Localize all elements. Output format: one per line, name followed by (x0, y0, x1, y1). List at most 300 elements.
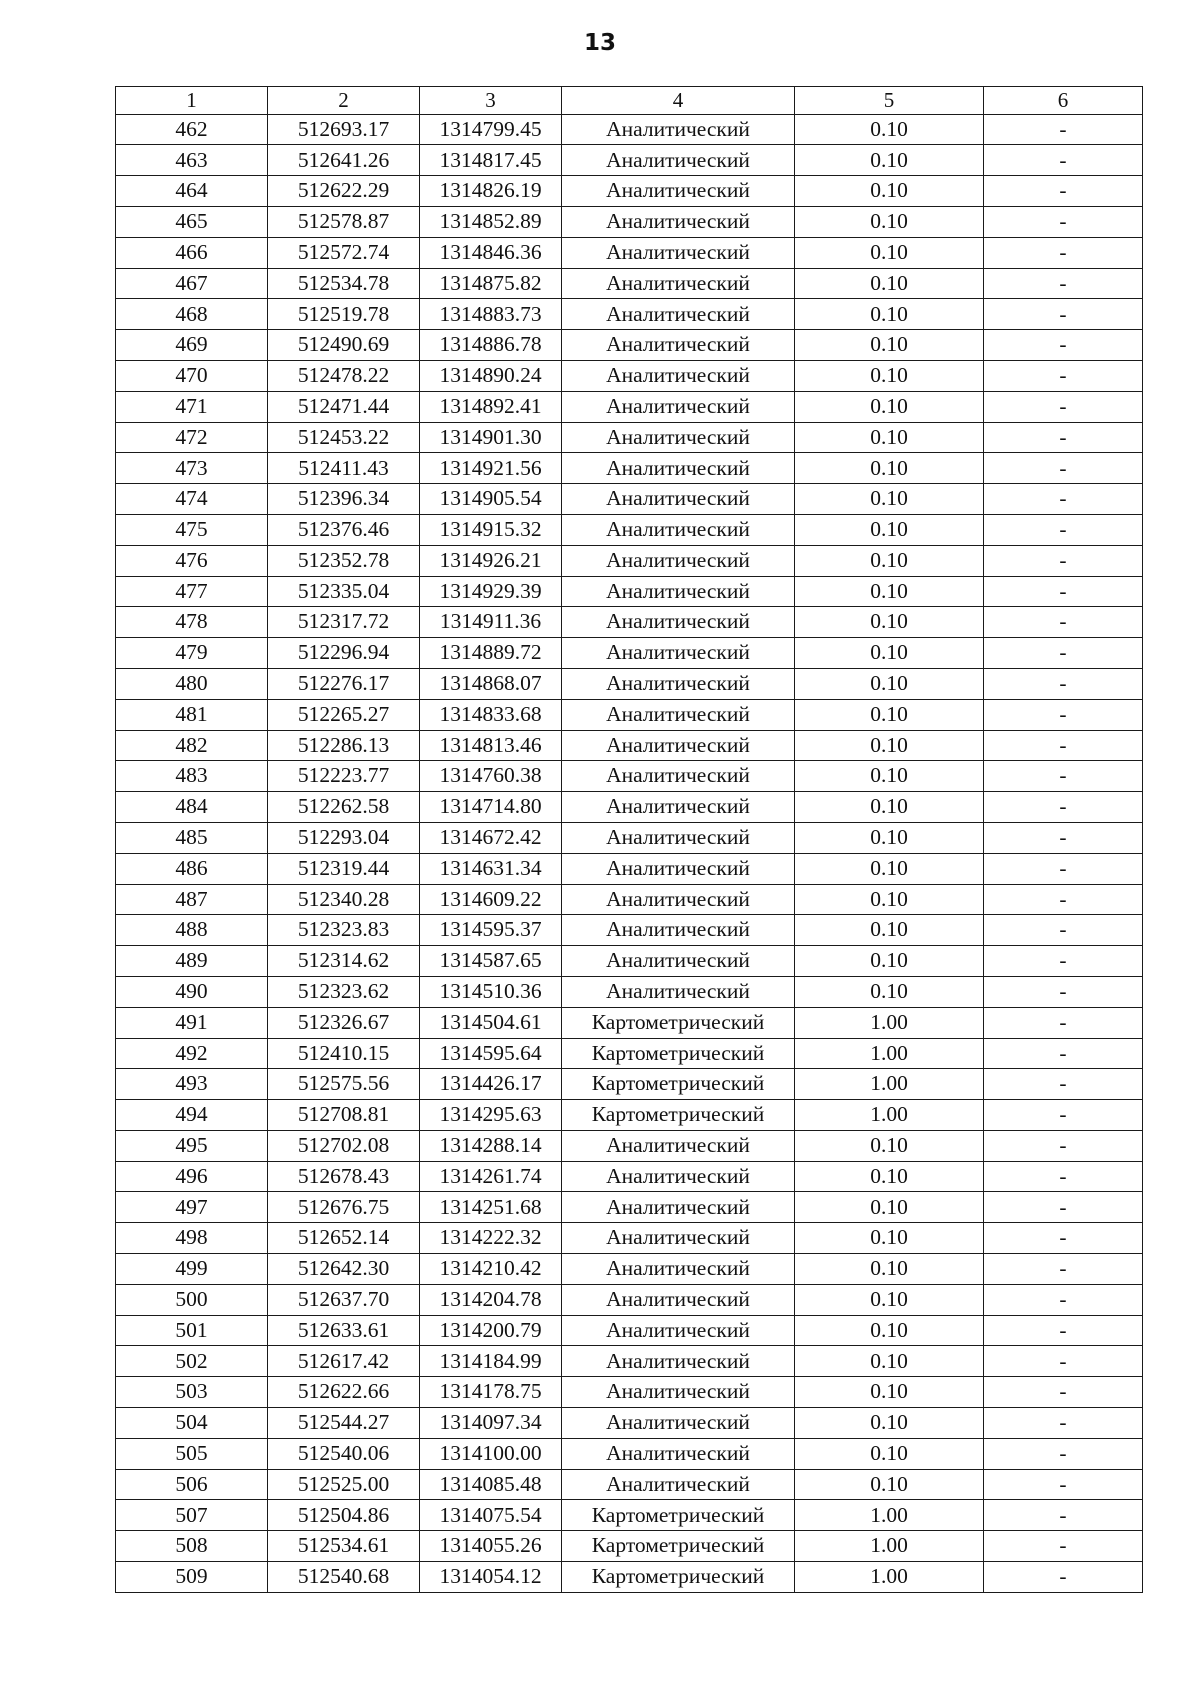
cell-method: Аналитический (562, 514, 795, 545)
cell-note: - (984, 1562, 1143, 1593)
cell-accuracy: 0.10 (795, 730, 984, 761)
cell-x-coordinate: 512637.70 (268, 1284, 420, 1315)
cell-accuracy: 0.10 (795, 330, 984, 361)
cell-x-coordinate: 512633.61 (268, 1315, 420, 1346)
cell-note: - (984, 638, 1143, 669)
cell-y-coordinate: 1314204.78 (420, 1284, 562, 1315)
table-row (116, 1315, 1143, 1346)
table-row (116, 1284, 1143, 1315)
cell-y-coordinate: 1314075.54 (420, 1500, 562, 1531)
cell-method: Аналитический (562, 976, 795, 1007)
cell-y-coordinate: 1314760.38 (420, 761, 562, 792)
cell-x-coordinate: 512265.27 (268, 699, 420, 730)
cell-point-number: 476 (116, 545, 268, 576)
cell-y-coordinate: 1314921.56 (420, 453, 562, 484)
header-cell-6: 6 (984, 87, 1143, 115)
table-row (116, 1531, 1143, 1562)
cell-point-number: 495 (116, 1130, 268, 1161)
cell-note: - (984, 607, 1143, 638)
cell-x-coordinate: 512411.43 (268, 453, 420, 484)
cell-accuracy: 0.10 (795, 576, 984, 607)
cell-accuracy: 0.10 (795, 822, 984, 853)
cell-point-number: 508 (116, 1531, 268, 1562)
cell-accuracy: 0.10 (795, 792, 984, 823)
cell-method: Аналитический (562, 330, 795, 361)
table-row (116, 1469, 1143, 1500)
cell-method: Аналитический (562, 299, 795, 330)
cell-note: - (984, 1377, 1143, 1408)
cell-x-coordinate: 512453.22 (268, 422, 420, 453)
table-row (116, 668, 1143, 699)
table-row (116, 391, 1143, 422)
cell-accuracy: 0.10 (795, 1377, 984, 1408)
cell-accuracy: 0.10 (795, 360, 984, 391)
table-row (116, 268, 1143, 299)
cell-method: Аналитический (562, 360, 795, 391)
cell-method: Аналитический (562, 607, 795, 638)
cell-accuracy: 0.10 (795, 145, 984, 176)
table-row (116, 976, 1143, 1007)
cell-accuracy: 0.10 (795, 668, 984, 699)
table-row (116, 545, 1143, 576)
cell-note: - (984, 237, 1143, 268)
cell-note: - (984, 1038, 1143, 1069)
cell-method: Аналитический (562, 206, 795, 237)
cell-point-number: 469 (116, 330, 268, 361)
cell-accuracy: 0.10 (795, 946, 984, 977)
cell-x-coordinate: 512319.44 (268, 853, 420, 884)
cell-note: - (984, 976, 1143, 1007)
cell-method: Аналитический (562, 884, 795, 915)
cell-x-coordinate: 512323.83 (268, 915, 420, 946)
cell-note: - (984, 761, 1143, 792)
cell-accuracy: 0.10 (795, 1315, 984, 1346)
cell-accuracy: 0.10 (795, 237, 984, 268)
cell-note: - (984, 545, 1143, 576)
table-row (116, 453, 1143, 484)
cell-note: - (984, 668, 1143, 699)
cell-x-coordinate: 512286.13 (268, 730, 420, 761)
cell-y-coordinate: 1314587.65 (420, 946, 562, 977)
cell-note: - (984, 1438, 1143, 1469)
cell-point-number: 479 (116, 638, 268, 669)
table-row (116, 1223, 1143, 1254)
cell-method: Картометрический (562, 1038, 795, 1069)
cell-accuracy: 1.00 (795, 1038, 984, 1069)
cell-x-coordinate: 512575.56 (268, 1069, 420, 1100)
cell-accuracy: 0.10 (795, 1469, 984, 1500)
cell-accuracy: 0.10 (795, 299, 984, 330)
cell-method: Аналитический (562, 391, 795, 422)
table-row (116, 299, 1143, 330)
cell-method: Аналитический (562, 699, 795, 730)
cell-method: Аналитический (562, 915, 795, 946)
cell-accuracy: 0.10 (795, 853, 984, 884)
cell-note: - (984, 822, 1143, 853)
table-row (116, 576, 1143, 607)
cell-accuracy: 0.10 (795, 114, 984, 145)
cell-y-coordinate: 1314100.00 (420, 1438, 562, 1469)
cell-accuracy: 0.10 (795, 422, 984, 453)
cell-x-coordinate: 512544.27 (268, 1408, 420, 1439)
table-row (116, 360, 1143, 391)
cell-x-coordinate: 512276.17 (268, 668, 420, 699)
table-row (116, 730, 1143, 761)
table-row (116, 206, 1143, 237)
cell-y-coordinate: 1314178.75 (420, 1377, 562, 1408)
page-number: 13 (583, 30, 616, 56)
cell-accuracy: 0.10 (795, 176, 984, 207)
cell-note: - (984, 360, 1143, 391)
cell-accuracy: 0.10 (795, 1438, 984, 1469)
cell-accuracy: 0.10 (795, 1161, 984, 1192)
cell-x-coordinate: 512622.66 (268, 1377, 420, 1408)
cell-point-number: 493 (116, 1069, 268, 1100)
cell-x-coordinate: 512490.69 (268, 330, 420, 361)
cell-point-number: 466 (116, 237, 268, 268)
table-row (116, 1438, 1143, 1469)
cell-y-coordinate: 1314875.82 (420, 268, 562, 299)
table-row (116, 422, 1143, 453)
cell-x-coordinate: 512702.08 (268, 1130, 420, 1161)
cell-point-number: 467 (116, 268, 268, 299)
cell-point-number: 483 (116, 761, 268, 792)
cell-method: Аналитический (562, 1192, 795, 1223)
cell-x-coordinate: 512641.26 (268, 145, 420, 176)
cell-y-coordinate: 1314504.61 (420, 1007, 562, 1038)
table-row (116, 1130, 1143, 1161)
cell-accuracy: 0.10 (795, 699, 984, 730)
cell-y-coordinate: 1314886.78 (420, 330, 562, 361)
cell-accuracy: 0.10 (795, 206, 984, 237)
cell-point-number: 506 (116, 1469, 268, 1500)
cell-note: - (984, 792, 1143, 823)
cell-point-number: 494 (116, 1100, 268, 1131)
cell-y-coordinate: 1314097.34 (420, 1408, 562, 1439)
header-cell-2: 2 (268, 87, 420, 115)
cell-x-coordinate: 512340.28 (268, 884, 420, 915)
header-cell-4: 4 (562, 87, 795, 115)
cell-accuracy: 0.10 (795, 391, 984, 422)
cell-x-coordinate: 512326.67 (268, 1007, 420, 1038)
cell-y-coordinate: 1314184.99 (420, 1346, 562, 1377)
table-row (116, 514, 1143, 545)
cell-method: Аналитический (562, 730, 795, 761)
cell-y-coordinate: 1314295.63 (420, 1100, 562, 1131)
cell-note: - (984, 1408, 1143, 1439)
cell-note: - (984, 853, 1143, 884)
cell-method: Аналитический (562, 1254, 795, 1285)
table-row (116, 853, 1143, 884)
cell-method: Картометрический (562, 1100, 795, 1131)
cell-note: - (984, 391, 1143, 422)
cell-x-coordinate: 512504.86 (268, 1500, 420, 1531)
cell-note: - (984, 1500, 1143, 1531)
cell-x-coordinate: 512617.42 (268, 1346, 420, 1377)
cell-note: - (984, 1315, 1143, 1346)
cell-x-coordinate: 512376.46 (268, 514, 420, 545)
cell-accuracy: 0.10 (795, 484, 984, 515)
cell-method: Аналитический (562, 1469, 795, 1500)
cell-note: - (984, 1223, 1143, 1254)
cell-point-number: 478 (116, 607, 268, 638)
cell-point-number: 507 (116, 1500, 268, 1531)
cell-note: - (984, 1100, 1143, 1131)
cell-y-coordinate: 1314261.74 (420, 1161, 562, 1192)
cell-accuracy: 1.00 (795, 1500, 984, 1531)
table-row (116, 792, 1143, 823)
cell-point-number: 468 (116, 299, 268, 330)
table-row (116, 638, 1143, 669)
cell-accuracy: 0.10 (795, 1192, 984, 1223)
cell-accuracy: 1.00 (795, 1562, 984, 1593)
cell-note: - (984, 1130, 1143, 1161)
cell-method: Аналитический (562, 668, 795, 699)
header-cell-5: 5 (795, 87, 984, 115)
cell-method: Аналитический (562, 638, 795, 669)
cell-point-number: 509 (116, 1562, 268, 1593)
table-row (116, 699, 1143, 730)
cell-point-number: 500 (116, 1284, 268, 1315)
cell-y-coordinate: 1314817.45 (420, 145, 562, 176)
cell-x-coordinate: 512540.06 (268, 1438, 420, 1469)
cell-accuracy: 0.10 (795, 1130, 984, 1161)
cell-y-coordinate: 1314251.68 (420, 1192, 562, 1223)
cell-point-number: 485 (116, 822, 268, 853)
cell-method: Аналитический (562, 453, 795, 484)
table-row (116, 1254, 1143, 1285)
cell-note: - (984, 330, 1143, 361)
cell-point-number: 464 (116, 176, 268, 207)
cell-y-coordinate: 1314631.34 (420, 853, 562, 884)
cell-method: Аналитический (562, 145, 795, 176)
cell-point-number: 504 (116, 1408, 268, 1439)
cell-point-number: 501 (116, 1315, 268, 1346)
cell-point-number: 487 (116, 884, 268, 915)
cell-note: - (984, 484, 1143, 515)
cell-x-coordinate: 512676.75 (268, 1192, 420, 1223)
table-row (116, 330, 1143, 361)
cell-method: Картометрический (562, 1531, 795, 1562)
cell-point-number: 498 (116, 1223, 268, 1254)
cell-point-number: 473 (116, 453, 268, 484)
table-row (116, 1500, 1143, 1531)
cell-y-coordinate: 1314889.72 (420, 638, 562, 669)
table-row (116, 145, 1143, 176)
cell-y-coordinate: 1314200.79 (420, 1315, 562, 1346)
cell-point-number: 489 (116, 946, 268, 977)
cell-method: Аналитический (562, 1315, 795, 1346)
header-cell-1: 1 (116, 87, 268, 115)
cell-accuracy: 0.10 (795, 761, 984, 792)
cell-note: - (984, 1346, 1143, 1377)
cell-accuracy: 0.10 (795, 1408, 984, 1439)
cell-y-coordinate: 1314852.89 (420, 206, 562, 237)
cell-y-coordinate: 1314833.68 (420, 699, 562, 730)
cell-point-number: 502 (116, 1346, 268, 1377)
cell-accuracy: 0.10 (795, 1346, 984, 1377)
cell-x-coordinate: 512519.78 (268, 299, 420, 330)
cell-point-number: 472 (116, 422, 268, 453)
cell-point-number: 486 (116, 853, 268, 884)
cell-point-number: 505 (116, 1438, 268, 1469)
cell-point-number: 471 (116, 391, 268, 422)
cell-note: - (984, 299, 1143, 330)
header-row (116, 87, 1143, 115)
cell-point-number: 482 (116, 730, 268, 761)
cell-note: - (984, 946, 1143, 977)
cell-y-coordinate: 1314054.12 (420, 1562, 562, 1593)
cell-x-coordinate: 512622.29 (268, 176, 420, 207)
cell-method: Аналитический (562, 1346, 795, 1377)
cell-y-coordinate: 1314426.17 (420, 1069, 562, 1100)
cell-accuracy: 1.00 (795, 1007, 984, 1038)
table-row (116, 884, 1143, 915)
table-row (116, 1192, 1143, 1223)
cell-x-coordinate: 512572.74 (268, 237, 420, 268)
cell-y-coordinate: 1314892.41 (420, 391, 562, 422)
cell-point-number: 474 (116, 484, 268, 515)
cell-point-number: 481 (116, 699, 268, 730)
cell-y-coordinate: 1314055.26 (420, 1531, 562, 1562)
cell-note: - (984, 145, 1143, 176)
cell-method: Аналитический (562, 1130, 795, 1161)
cell-point-number: 480 (116, 668, 268, 699)
cell-y-coordinate: 1314883.73 (420, 299, 562, 330)
table-row (116, 1408, 1143, 1439)
cell-y-coordinate: 1314288.14 (420, 1130, 562, 1161)
cell-x-coordinate: 512478.22 (268, 360, 420, 391)
cell-note: - (984, 176, 1143, 207)
cell-method: Аналитический (562, 114, 795, 145)
table-row (116, 1346, 1143, 1377)
cell-y-coordinate: 1314210.42 (420, 1254, 562, 1285)
table-row (116, 1007, 1143, 1038)
cell-note: - (984, 884, 1143, 915)
header-cell-3: 3 (420, 87, 562, 115)
cell-y-coordinate: 1314905.54 (420, 484, 562, 515)
cell-point-number: 503 (116, 1377, 268, 1408)
cell-note: - (984, 730, 1143, 761)
cell-method: Картометрический (562, 1500, 795, 1531)
cell-point-number: 490 (116, 976, 268, 1007)
cell-point-number: 488 (116, 915, 268, 946)
cell-x-coordinate: 512296.94 (268, 638, 420, 669)
cell-y-coordinate: 1314813.46 (420, 730, 562, 761)
cell-accuracy: 0.10 (795, 976, 984, 1007)
cell-y-coordinate: 1314826.19 (420, 176, 562, 207)
cell-y-coordinate: 1314609.22 (420, 884, 562, 915)
cell-note: - (984, 1531, 1143, 1562)
cell-note: - (984, 453, 1143, 484)
cell-method: Аналитический (562, 484, 795, 515)
cell-y-coordinate: 1314926.21 (420, 545, 562, 576)
cell-y-coordinate: 1314085.48 (420, 1469, 562, 1500)
cell-y-coordinate: 1314901.30 (420, 422, 562, 453)
cell-x-coordinate: 512410.15 (268, 1038, 420, 1069)
cell-method: Аналитический (562, 268, 795, 299)
cell-point-number: 492 (116, 1038, 268, 1069)
table-row (116, 607, 1143, 638)
coordinates-table (115, 86, 1143, 1593)
cell-y-coordinate: 1314510.36 (420, 976, 562, 1007)
table-row (116, 761, 1143, 792)
cell-method: Аналитический (562, 946, 795, 977)
cell-x-coordinate: 512534.61 (268, 1531, 420, 1562)
cell-point-number: 465 (116, 206, 268, 237)
cell-y-coordinate: 1314222.32 (420, 1223, 562, 1254)
cell-x-coordinate: 512708.81 (268, 1100, 420, 1131)
cell-x-coordinate: 512293.04 (268, 822, 420, 853)
table-row (116, 915, 1143, 946)
cell-y-coordinate: 1314846.36 (420, 237, 562, 268)
cell-point-number: 463 (116, 145, 268, 176)
cell-method: Аналитический (562, 422, 795, 453)
cell-x-coordinate: 512540.68 (268, 1562, 420, 1593)
cell-method: Аналитический (562, 176, 795, 207)
cell-y-coordinate: 1314595.37 (420, 915, 562, 946)
cell-point-number: 496 (116, 1161, 268, 1192)
cell-method: Аналитический (562, 1161, 795, 1192)
cell-y-coordinate: 1314911.36 (420, 607, 562, 638)
cell-y-coordinate: 1314868.07 (420, 668, 562, 699)
cell-note: - (984, 1161, 1143, 1192)
cell-point-number: 462 (116, 114, 268, 145)
cell-point-number: 497 (116, 1192, 268, 1223)
cell-method: Аналитический (562, 1408, 795, 1439)
cell-accuracy: 0.10 (795, 884, 984, 915)
cell-point-number: 484 (116, 792, 268, 823)
cell-x-coordinate: 512642.30 (268, 1254, 420, 1285)
cell-x-coordinate: 512471.44 (268, 391, 420, 422)
cell-method: Картометрический (562, 1069, 795, 1100)
table-body (116, 114, 1143, 1592)
cell-x-coordinate: 512335.04 (268, 576, 420, 607)
cell-x-coordinate: 512262.58 (268, 792, 420, 823)
cell-x-coordinate: 512314.62 (268, 946, 420, 977)
cell-note: - (984, 268, 1143, 299)
cell-method: Аналитический (562, 1223, 795, 1254)
cell-note: - (984, 1007, 1143, 1038)
cell-method: Аналитический (562, 1377, 795, 1408)
table-header (116, 87, 1143, 115)
cell-accuracy: 0.10 (795, 1254, 984, 1285)
cell-method: Аналитический (562, 1284, 795, 1315)
cell-x-coordinate: 512223.77 (268, 761, 420, 792)
cell-method: Аналитический (562, 545, 795, 576)
table-row (116, 176, 1143, 207)
cell-note: - (984, 114, 1143, 145)
cell-method: Аналитический (562, 1438, 795, 1469)
cell-accuracy: 0.10 (795, 453, 984, 484)
cell-x-coordinate: 512352.78 (268, 545, 420, 576)
cell-accuracy: 1.00 (795, 1531, 984, 1562)
cell-point-number: 477 (116, 576, 268, 607)
cell-accuracy: 1.00 (795, 1069, 984, 1100)
cell-note: - (984, 1069, 1143, 1100)
cell-point-number: 491 (116, 1007, 268, 1038)
cell-y-coordinate: 1314595.64 (420, 1038, 562, 1069)
cell-accuracy: 0.10 (795, 607, 984, 638)
cell-point-number: 499 (116, 1254, 268, 1285)
cell-note: - (984, 1254, 1143, 1285)
cell-method: Аналитический (562, 792, 795, 823)
cell-method: Картометрический (562, 1562, 795, 1593)
table-row (116, 237, 1143, 268)
table-row (116, 1161, 1143, 1192)
table-row (116, 1377, 1143, 1408)
cell-accuracy: 0.10 (795, 268, 984, 299)
